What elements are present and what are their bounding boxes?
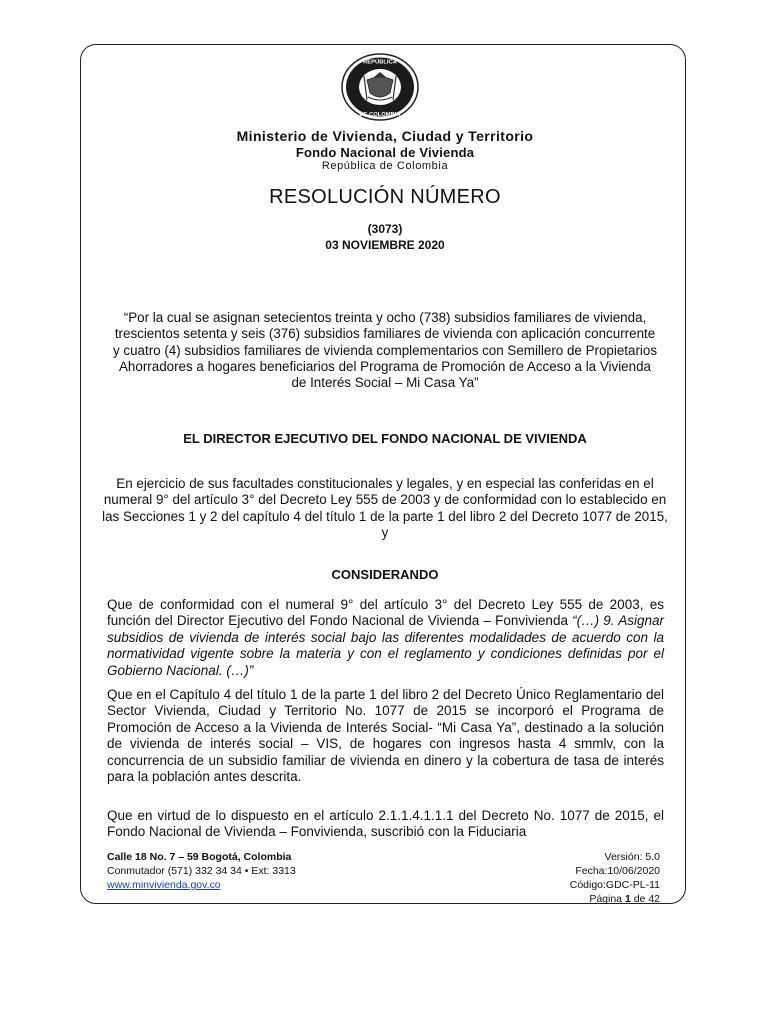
considerando-heading: CONSIDERANDO	[331, 567, 439, 582]
considerando-paragraph-3: Que en virtud de lo dispuesto en el artículo 2.1.1.4.1.1.1 del Decreto No. 1077 de 2015, el Fondo Nacional de Vivienda – Fonvivienda, suscribió con la Fiduciaria	[107, 808, 664, 840]
considerando-paragraph-2: Que en el Capítulo 4 del título 1 de la parte 1 del libro 2 del Decreto Único Reglamentario del Sector Vivienda, Ciudad y Territorio No. 1077 de 2015 se incorporó el Programa de Promoción de Acceso a la Vivienda de Interés Social- “Mi Casa Ya”, destinado a la solución de vivienda de interés social – VIS, de hogares con ingresos hasta 4 smmlv, con la concurrencia de un subsidio familiar de vivienda en dinero y la cobertura de tasa de interés para la población antes descrita.	[107, 687, 664, 785]
ministry-name: Ministerio de Vivienda, Ciudad y Territorio	[236, 128, 534, 144]
resolution-number: (3073)	[367, 222, 403, 236]
footer-address: Calle 18 No. 7 – 59 Bogotá, Colombia	[107, 851, 292, 863]
footer-date: Fecha:10/06/2020	[575, 865, 660, 877]
seal-bottom-text: DE COLOMBIA	[359, 112, 401, 118]
page-label: Página	[589, 893, 623, 905]
director-heading: EL DIRECTOR EJECUTIVO DEL FONDO NACIONAL DE VIVIENDA	[183, 431, 587, 446]
paragraph-1-intro: Que de conformidad con el numeral 9° del artículo 3° del Decreto Ley 555 de 2003, es función del Director Ejecutivo del Fondo Nacional de Vivienda – Fonvivienda	[107, 597, 664, 629]
resolution-subject: “Por la cual se asignan setecientos treinta y ocho (738) subsidios familiares de vivienda, trescientos setenta y seis (376) subsidios familiares de vivienda con aplicación concurrente y cuatro (4) subsidios familiares de vivienda complementarios con Semillero de Propietarios Ahorradores a hogares beneficiarios del Programa de Promoción de Acceso a la Vivienda de Interés Social – Mi Casa Ya”	[112, 310, 658, 391]
resolution-title: RESOLUCIÓN NÚMERO	[269, 186, 501, 208]
footer-page-indicator	[570, 892, 660, 906]
footer-contact	[107, 850, 296, 892]
seal-top-text: REPÚBLICA	[363, 59, 397, 66]
considerando-paragraph-1	[107, 597, 664, 679]
paragraph-1-quote: “(…) 9. Asignar subsidios de vivienda de interés social bajo las diferentes modalidades de acuerdo con la normatividad vigente sobre la materia y con el reglamento y condiciones definidas por el Gobierno Nacional. (…)”	[107, 613, 664, 678]
resolution-date: 03 NOVIEMBRE 2020	[325, 238, 445, 252]
fund-name: Fondo Nacional de Vivienda	[295, 145, 475, 160]
faculties-paragraph: En ejercicio de sus facultades constitucionales y legales, y en especial las conferidas en el numeral 9° del artículo 3° del Decreto Ley 555 de 2003 y de conformidad con lo establecido en las Secciones 1 y 2 del capítulo 4 del título 1 de la parte 1 del libro 2 del Decreto 1077 de 2015, y	[102, 476, 668, 540]
footer-code: Código:GDC-PL-11	[569, 879, 660, 891]
footer-version: Versión: 5.0	[604, 851, 660, 863]
page-total: de 42	[633, 893, 660, 905]
footer-phone: Conmutador (571) 332 34 34 • Ext: 3313	[107, 865, 296, 877]
colombia-coat-of-arms-seal	[340, 52, 420, 122]
country-name: República de Colombia	[321, 160, 449, 172]
footer-document-info	[570, 850, 660, 906]
footer-website-link[interactable]: www.minvivienda.gov.co	[107, 879, 221, 891]
page-number: 1	[624, 893, 631, 905]
